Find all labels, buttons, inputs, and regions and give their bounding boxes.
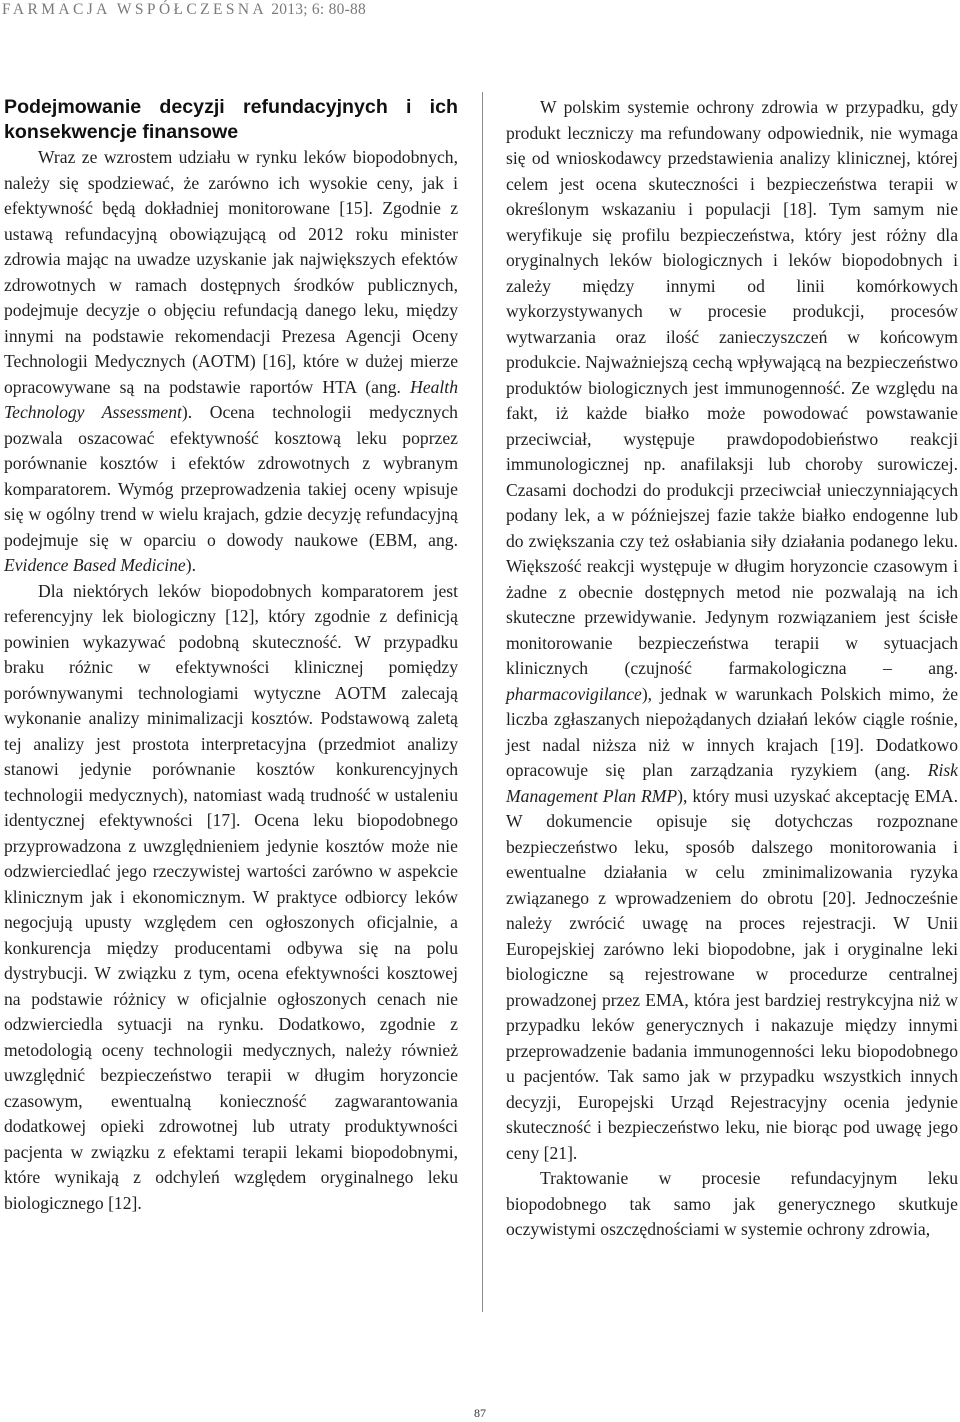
text-run: ), który musi uzyskać akceptację EMA. W dokumencie opisuje się dotychczas rozpoznane bezpieczeństwo leku, sposób dalszego monitorowania i ewentualne działania w celu zminimalizowania ryzyka związanego z wprowadzeniem do obrotu [20]. Jednocześnie należy zwrócić uwagę na proces rejestracji. W Unii Europejskiej zarówno leki biopodobne, jak i oryginalne leki biologiczne są rejestrowane w procedurze centralnej prowadzonej przez EMA, która jest bardziej restrykcyjna niż w przypadku leków generycznych i nakazuje między innymi przeprowadzenie badania immunogenności leku biopodobnego u pacjentów. Tak samo jak w przypadku wszystkich innych decyzji, Europejski Urząd Rejestracyjny ocenia jedynie skuteczność i bezpieczeństwo leku, nie biorąc pod uwagę jego ceny [21]. xyxy=(506,785,958,1163)
page-number: 87 xyxy=(474,1406,486,1420)
italic-term: pharmacovigilance xyxy=(506,683,642,704)
journal-citation: 2013; 6: 80-88 xyxy=(271,1,367,18)
running-head xyxy=(2,1,366,19)
text-run: Wraz ze wzrostem udziału w rynku leków biopodobnych, należy się spodziewać, że zarówno ich wysokie ceny, jak i efektywność będą dokładniej monitorowane [15]. Zgodnie z ustawą refundacyjną obowiązującą od 2012 roku minister zdrowia mając na uwadze uzyskanie jak największych efektów zdrowotnych w ramach dostępnych środków publicznych, podejmuje decyzje o objęciu refundacją danego leku, między innymi na podstawie rekomendacji Prezesa Agencji Oceny Technologii Medycznych (AOTM) [16], które w dużej mierze opracowywane są na podstawie raportów HTA (ang. xyxy=(4,147,458,397)
section-heading: Podejmowanie decyzji refundacyjnych i ich konsekwencje finansowe xyxy=(4,96,458,143)
text-run: ). Ocena technologii medycznych pozwala oszacować efektywność kosztową leku poprzez porównanie kosztów i efektów zdrowotnych z wybranym komparatorem. Wymóg przeprowadzenia takiej oceny wpisuje się w ogólny trend w wielu krajach, gdzie decyzję refundacyjną podejmuje się w oparciu o dowody naukowe (EBM, ang. xyxy=(4,402,458,550)
text-run: W polskim systemie ochrony zdrowia w przypadku, gdy produkt leczniczy ma refundowany odpowiednik, nie wymaga się od wnioskodawcy przedstawienia analizy klinicznej, której celem jest ocena skuteczności i bezpieczeństwa terapii w określonym wskazaniu i populacji [18]. Tym samym nie weryfikuje się profilu bezpieczeństwa, który jest różny dla oryginalnych leków biologicznych i leków biopodobnych i zależy między innymi od linii komórkowych wykorzystywanych w procesie produkcji, procesów wytwarzania oraz ilość zanieczyszczeń w końcowym produkcie. Najważniejszą cechą wpływającą na bezpieczeństwo produktów biologicznych jest immunogenność. Ze względu na fakt, iż każde białko może powodować powstawanie przeciwciał, występuje prawdopodobieństwo reakcji immunologicznej np. anafilaksji lub choroby surowiczej. Czasami dochodzi do produkcji przeciwciał unieczynniających podany lek, a w późniejszej fazie także białko endogenne lub do zwiększania czy też osłabiania siły działania podanego leku. Większość reakcji występuje w długim horyzoncie czasowym i żadne z obecnie dostępnych metod nie pozwalają na ich skuteczne przewidywanie. Jedynym rozwiązaniem jest ścisłe monitorowanie bezpieczeństwa terapii w sytuacjach klinicznych (czujność farmakologiczna – ang. xyxy=(506,97,958,678)
paragraph: Traktowanie w procesie refundacyjnym leku biopodobnego tak samo jak generycznego skutkuje oczywistymi oszczędnościami w systemie ochrony zdrowia, xyxy=(506,1168,958,1239)
text-run: ). xyxy=(185,555,196,575)
text-run: ), jednak w warunkach Polskich mimo, że liczba zgłaszanych niepożądanych działań leków ciągle rośnie, jest nadal niższa niż w innych krajach [19]. Dodatkowo opracowuje się plan zarządzania ryzykiem (ang. xyxy=(506,683,958,780)
right-column xyxy=(506,95,958,1243)
column-divider xyxy=(482,92,483,1312)
left-column xyxy=(4,95,458,1216)
paragraph xyxy=(4,145,458,579)
journal-name: FARMACJA WSPÓŁCZESNA xyxy=(2,1,268,18)
paragraph xyxy=(506,95,958,1166)
italic-term: Risk Management Plan RMP xyxy=(506,760,958,806)
paragraph: Dla niektórych leków biopodobnych komparatorem jest referencyjny lek biologiczny [12], który zgodnie z definicją powinien wykazywać podobną skuteczność. W przypadku braku różnic w efektywności klinicznej pomiędzy porównywanymi technologiami wytyczne AOTM zalecają wykonanie analizy minimalizacji kosztów. Podstawową zaletą tej analizy jest prostota interpretacyjna (przedmiot analizy stanowi jedynie porównanie kosztów konkurencyjnych technologii medycznych), natomiast wadą trudność w ustaleniu identycznej efektywności [17]. Ocena leku biopodobnego przyprowadzona z uwzględnieniem jedynie kosztów może nie odzwierciedlać jego rzeczywistej wartości zarówno w aspekcie klinicznym jak i ekonomicznym. W praktyce odbiorcy leków negocjują upusty względem cen ogłoszonych oficjalnie, a konkurencja między producentami odbywa się na polu dystrybucji. W związku z tym, ocena efektywności kosztowej na podstawie różnicy w oficjalnie ogłoszonych cenach nie odzwierciedla sytuacji na rynku. Dodatkowo, zgodnie z metodologią oceny technologii medycznych, należy również uwzględnić bezpieczeństwo terapii w długim horyzoncie czasowym, ewentualną konieczność zagwarantowania dodatkowej opieki zdrowotnej lub utraty produktywności pacjenta w związku z efektami terapii lekami biopodobnymi, które wynikają z odchyleń względem oryginalnego leku biologicznego [12]. xyxy=(4,580,458,1213)
italic-term: Health Technology Assessment xyxy=(4,376,458,422)
italic-term: Evidence Based Medicine xyxy=(4,555,186,575)
